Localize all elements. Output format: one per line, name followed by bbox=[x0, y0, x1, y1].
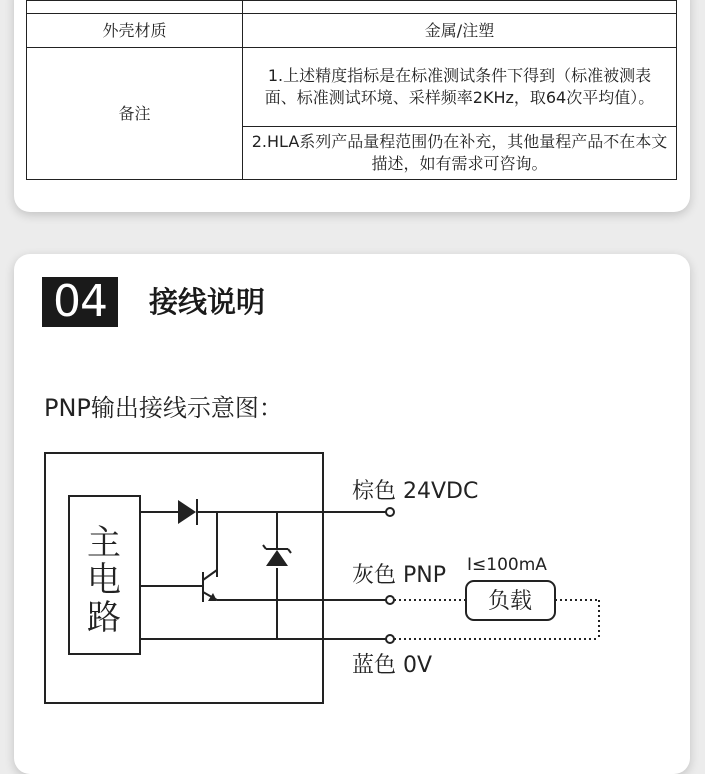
transistor-icon bbox=[140, 570, 217, 602]
blue-wire-label: 蓝色 0V bbox=[352, 653, 433, 678]
terminal-pnp bbox=[386, 596, 394, 604]
spec-table bbox=[26, 0, 677, 180]
pnp-wiring-diagram bbox=[14, 254, 690, 754]
brown-wire-label: 棕色 24VDC bbox=[352, 479, 479, 504]
circuit-label-2: 电 bbox=[87, 560, 121, 600]
load-label: 负载 bbox=[487, 589, 533, 614]
shell-material-label: 外壳材质 bbox=[27, 14, 243, 48]
table-cell bbox=[27, 1, 243, 14]
diode-icon bbox=[178, 499, 197, 525]
wiring-card bbox=[14, 254, 690, 774]
table-row bbox=[27, 14, 677, 48]
terminal-24v bbox=[386, 508, 394, 516]
load-current-label: I≤100mA bbox=[467, 555, 547, 575]
gray-wire-label: 灰色 PNP bbox=[352, 563, 446, 588]
remark-label: 备注 bbox=[27, 48, 243, 180]
spec-card bbox=[14, 0, 690, 212]
table-row bbox=[27, 1, 677, 14]
table-cell bbox=[243, 1, 677, 14]
circuit-label-3: 路 bbox=[87, 598, 121, 638]
circuit-label-1: 主 bbox=[87, 523, 121, 563]
section-title: 接线说明 bbox=[149, 285, 266, 319]
table-row bbox=[27, 48, 677, 127]
section-number-badge: 04 bbox=[42, 277, 118, 327]
terminal-0v bbox=[386, 635, 394, 643]
remark-note-1: 1.上述精度指标是在标准测试条件下得到（标准被测表面、标准测试环境、采样频率2KHz，取64次平均值）。 bbox=[243, 48, 677, 127]
shell-material-value: 金属/注塑 bbox=[243, 14, 677, 48]
remark-note-2: 2.HLA系列产品量程范围仍在补充，其他量程产品不在本文描述，如有需求可咨询。 bbox=[243, 127, 677, 180]
wiring-diagram-title: PNP输出接线示意图： bbox=[44, 394, 283, 422]
zener-diode-icon bbox=[263, 545, 291, 566]
